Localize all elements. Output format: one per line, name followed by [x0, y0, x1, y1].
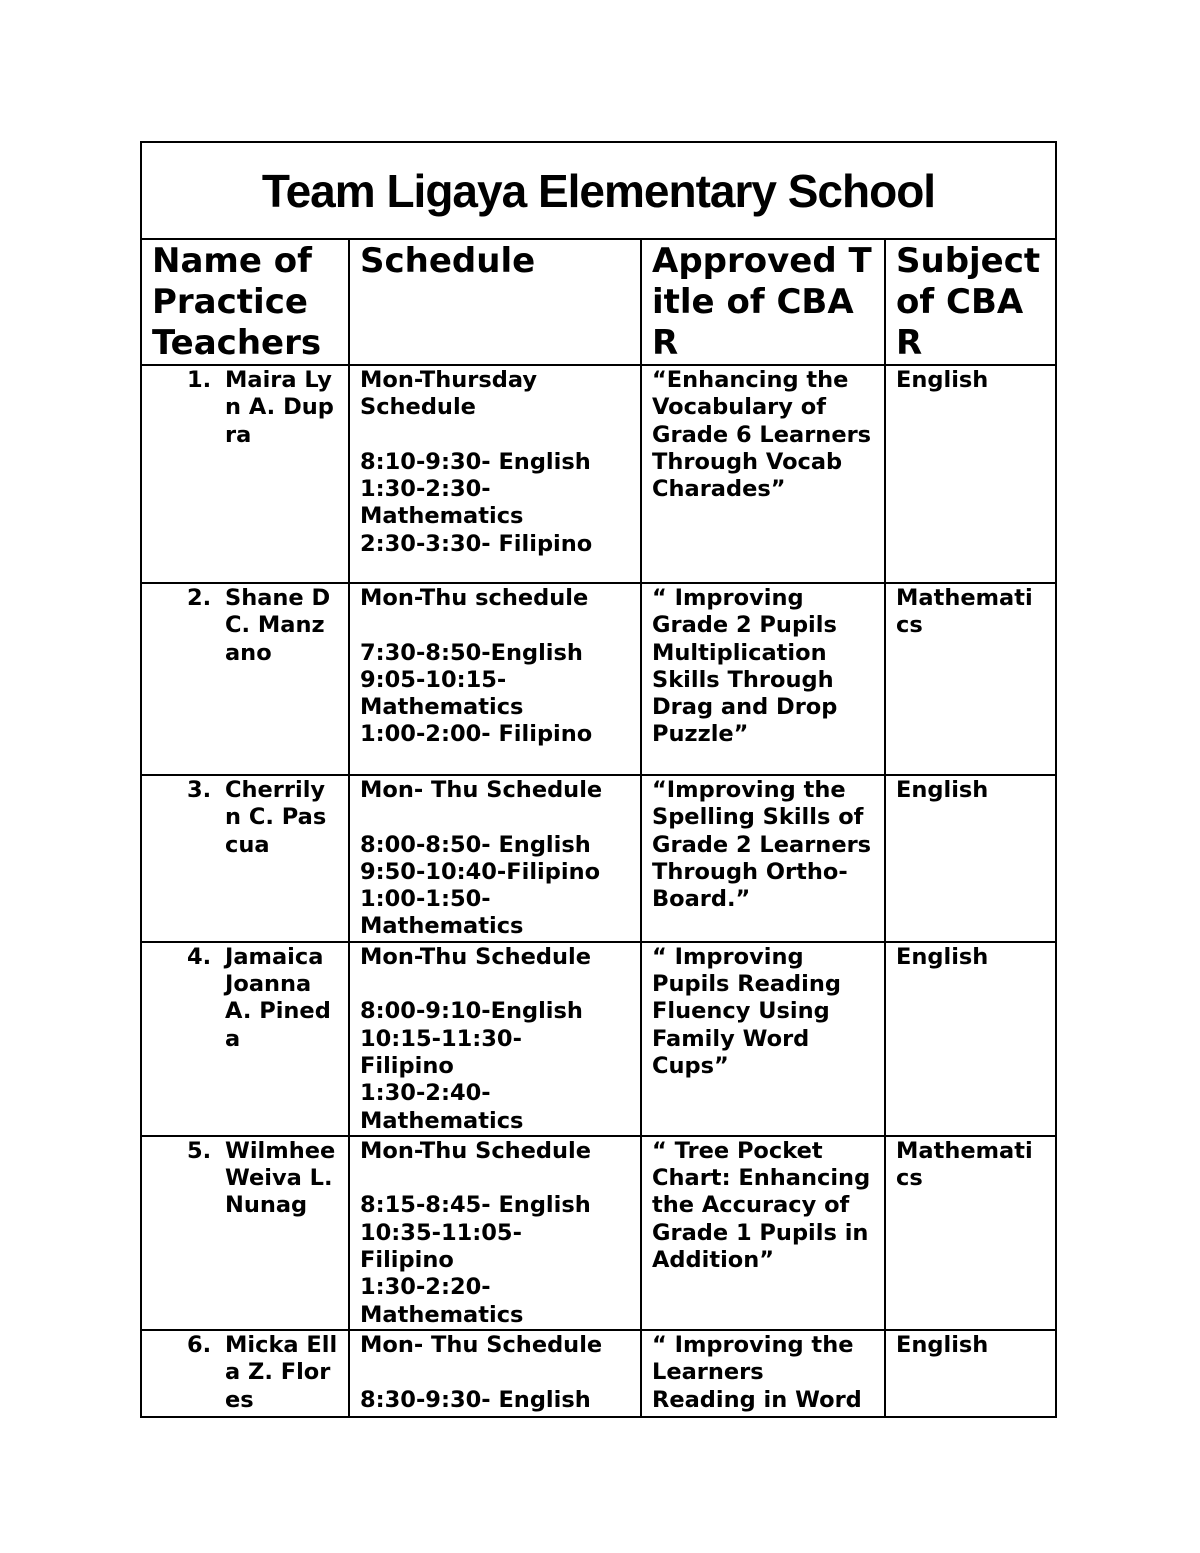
cbar-subject-cell: Mathematics	[885, 1136, 1056, 1330]
cbar-title-cell: “ Tree Pocket Chart: Enhancing the Accuracy of Grade 1 Pupils in Addition”	[641, 1136, 885, 1330]
teacher-list-item	[152, 367, 338, 449]
schedule-line: Mathematics	[360, 1107, 524, 1134]
schedule-line: 8:00-9:10-English	[360, 998, 583, 1025]
schedule-line: Mathematics	[360, 913, 524, 940]
header-schedule: Schedule	[349, 239, 641, 365]
cbar-title-cell: “ Improving Grade 2 Pupils Multiplication Skills Through Drag and Drop Puzzle”	[641, 583, 885, 775]
table-row	[141, 583, 1056, 775]
schedule-spacer	[360, 971, 630, 998]
schedule-line: 1:30-2:30-	[360, 476, 491, 503]
list-number: 5.	[187, 1137, 212, 1164]
teacher-name: Cherrilyn C. Pascua	[225, 777, 327, 858]
schedule-spacer	[360, 1165, 630, 1192]
schedule-heading: Mon- Thu Schedule	[360, 1331, 603, 1358]
table-row	[141, 365, 1056, 583]
cbar-title-cell: “Enhancing the Vocabulary of Grade 6 Learners Through Vocab Charades”	[641, 365, 885, 583]
list-number: 3.	[187, 777, 212, 803]
schedule-line: 10:35-11:05-	[360, 1219, 522, 1246]
table-row	[141, 942, 1056, 1136]
schedule-heading: Mon-Thursday Schedule	[360, 367, 545, 421]
cbar-title-cell: “ Improving the Learners Reading in Word	[641, 1330, 885, 1417]
schedule-line: 1:00-1:50-	[360, 886, 491, 913]
schedule-heading: Mon- Thu Schedule	[360, 777, 603, 803]
schedule-cell	[349, 365, 641, 583]
schedule-line: 9:05-10:15-	[360, 666, 507, 693]
schedule-cell	[349, 583, 641, 775]
header-subject: Subject of CBAR	[885, 239, 1056, 365]
schedule-line: 1:00-2:00- Filipino	[360, 721, 593, 748]
list-number: 6.	[187, 1331, 212, 1358]
schedule-spacer	[360, 804, 630, 831]
schedule-line: 8:15-8:45- English	[360, 1192, 591, 1219]
schedule-line: 8:00-8:50- English	[360, 831, 591, 858]
teacher-name: Micka Ella Z. Flores	[225, 1331, 338, 1413]
list-number: 4.	[187, 943, 212, 970]
teacher-name: Jamaica Joanna A. Pineda	[225, 943, 332, 1052]
list-number: 1.	[187, 367, 212, 393]
schedule-spacer	[360, 612, 630, 639]
schedule-spacer	[360, 422, 630, 449]
table-row	[141, 775, 1056, 942]
teacher-name-cell	[141, 775, 349, 942]
teacher-list-item	[152, 777, 338, 859]
teacher-list-item	[152, 944, 338, 1053]
teacher-name-cell	[141, 365, 349, 583]
schedule-line: Mathematics	[360, 694, 524, 721]
schedule-line: 9:50-10:40-Filipino	[360, 858, 601, 885]
cbar-title-cell: “ Improving Pupils Reading Fluency Using Family Word Cups”	[641, 942, 885, 1136]
schedule-line: 1:30-2:40-	[360, 1080, 491, 1107]
cbar-title-cell: “Improving the Spelling Skills of Grade 2 Learners Through Ortho-Board.”	[641, 775, 885, 942]
teacher-list-item	[152, 1137, 344, 1220]
header-name: Name of Practice Teachers	[141, 239, 349, 365]
schedule-heading: Mon-Thu Schedule	[360, 1137, 592, 1164]
schedule-line: Filipino	[360, 1247, 454, 1274]
schedule-heading: Mon-Thu schedule	[360, 585, 589, 611]
cbar-subject-cell: English	[885, 365, 1056, 583]
document-title: Team Ligaya Elementary School	[141, 142, 1056, 239]
cbar-subject-cell: English	[885, 942, 1056, 1136]
teacher-name-cell	[141, 1136, 349, 1330]
schedule-cell	[349, 942, 641, 1136]
table-row	[141, 1330, 1056, 1417]
table-row	[141, 1136, 1056, 1330]
teacher-list-item	[152, 585, 338, 667]
cbar-subject-cell: English	[885, 1330, 1056, 1417]
teacher-name-cell	[141, 1330, 349, 1417]
header-title: Approved Title of CBAR	[641, 239, 885, 365]
teacher-name-cell	[141, 942, 349, 1136]
teacher-list-item	[152, 1332, 338, 1414]
cbar-subject-cell: Mathematics	[885, 583, 1056, 775]
teacher-name: Wilmhee Weiva L. Nunag	[225, 1137, 344, 1219]
schedule-heading: Mon-Thu Schedule	[360, 943, 592, 970]
teacher-name: Shane DC. Manzano	[225, 585, 331, 666]
teacher-name-cell	[141, 583, 349, 775]
cbar-subject-cell: English	[885, 775, 1056, 942]
schedule-line: 7:30-8:50-English	[360, 639, 583, 666]
schedule-line: Filipino	[360, 1052, 454, 1079]
schedule-line: Mathematics	[360, 503, 524, 530]
list-number: 2.	[187, 585, 212, 611]
schedule-line: 8:30-9:30- English	[360, 1386, 591, 1413]
schedule-line: 1:30-2:20-	[360, 1274, 491, 1301]
schedule-cell	[349, 775, 641, 942]
schedule-line: 8:10-9:30- English	[360, 448, 591, 475]
title-row	[141, 142, 1056, 239]
teacher-name: Maira Lyn A. Dupra	[225, 367, 334, 448]
schedule-cell	[349, 1330, 641, 1417]
schedule-line: Mathematics	[360, 1301, 524, 1328]
schedule-spacer	[360, 1359, 630, 1386]
schedule-line: 10:15-11:30-	[360, 1025, 522, 1052]
teacher-schedule-table	[140, 141, 1057, 1418]
schedule-cell	[349, 1136, 641, 1330]
schedule-line: 2:30-3:30- Filipino	[360, 530, 593, 557]
header-row	[141, 239, 1056, 365]
